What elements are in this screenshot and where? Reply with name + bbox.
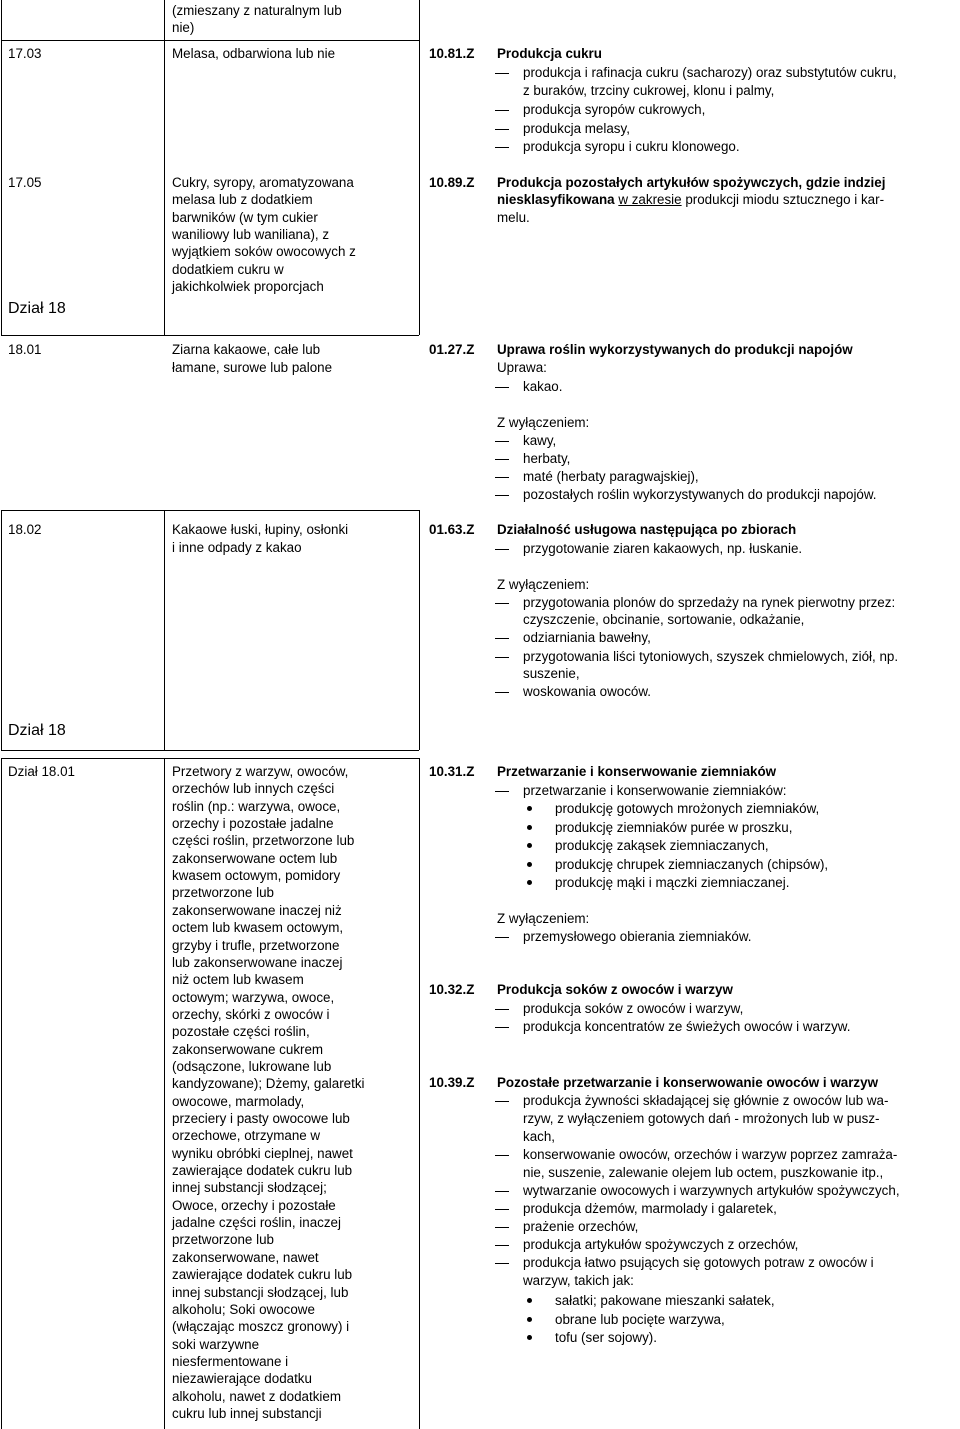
bullet-item: tofu (ser sojowy).	[555, 1330, 657, 1345]
description-line: nie)	[172, 20, 195, 35]
description-line: barwników (w tym cukier	[172, 210, 318, 225]
pkd-title: Produkcja pozostałych artykułów spożywczych, gdzie indziej	[497, 175, 886, 190]
description-line: łamane, surowe lub palone	[172, 360, 333, 375]
list-item: produkcja żywności składającej się głównie z owoców lub wa-	[523, 1093, 889, 1108]
table-row-divider	[1, 40, 419, 41]
description-line: cukru lub innej substancji	[172, 1405, 322, 1421]
pkd-code: 10.32.Z	[429, 982, 475, 997]
description-line: niż octem lub kwasem	[172, 972, 304, 988]
description-line: zawierające dodatek cukru lub	[172, 1267, 353, 1283]
list-item: prażenie orzechów,	[523, 1219, 639, 1234]
list-item: produkcja syropów cukrowych,	[523, 102, 706, 117]
description-line: zakonserwowane inaczej niż	[172, 902, 342, 918]
pkd-scope-underlined: w zakresie	[618, 192, 682, 207]
description-line: zakonserwowane octem lub	[172, 850, 338, 866]
description-line: zakonserwowane, nawet	[172, 1249, 319, 1265]
cn-code: 17.05	[8, 175, 42, 190]
description-line: (zmieszany z naturalnym lub	[172, 3, 342, 18]
cn-code: 17.03	[8, 46, 42, 61]
list-item: produkcja soków z owoców i warzyw,	[523, 1001, 744, 1016]
description-line: dodatkiem cukru w	[172, 262, 284, 277]
description-line: niesfermentowane i	[172, 1353, 289, 1369]
pkd-scope-line2: melu.	[497, 210, 530, 225]
description-line: Ziarna kakaowe, całe lub	[172, 342, 321, 357]
description-line: jakichkolwiek proporcjach	[172, 279, 324, 294]
description-line: innej substancji słodzącej, lub	[172, 1284, 349, 1300]
cn-code: Dział 18.01	[8, 764, 75, 779]
description-line: Przetwory z warzyw, owoców,	[172, 764, 349, 779]
pkd-code: 01.63.Z	[429, 522, 475, 537]
table-border-col1	[164, 510, 165, 750]
section-title: Dział 18	[8, 722, 66, 739]
description-line: zakonserwowane cukrem	[172, 1041, 324, 1057]
table-border-left	[1, 0, 2, 335]
table-row-divider	[1, 510, 419, 511]
table-border-col1	[164, 0, 165, 335]
pkd-title: Działalność usługowa następująca po zbiorach	[497, 522, 797, 537]
bullet-item: obrane lub pocięte warzywa,	[555, 1312, 725, 1327]
list-item: przygotowania plonów do sprzedaży na rynek pierwotny przez:	[523, 595, 896, 610]
pkd-code: 10.39.Z	[429, 1075, 475, 1090]
bullet-item: produkcję zakąsek ziemniaczanych,	[555, 838, 769, 853]
pkd-title: Produkcja cukru	[497, 46, 602, 61]
pkd-title: Przetwarzanie i konserwowanie ziemniaków	[497, 764, 777, 779]
list-item: woskowania owoców.	[523, 684, 652, 699]
list-item-continuation: z buraków, trzciny cukrowej, klonu i palmy,	[523, 83, 775, 98]
description-line: soki warzywne	[172, 1336, 260, 1352]
list-item: przygotowanie ziaren kakaowych, np. łuskanie.	[523, 541, 803, 556]
bullet-item: sałatki; pakowane mieszanki sałatek,	[555, 1293, 775, 1308]
table-border-col2	[419, 758, 420, 1429]
description-line: kwasem octowym, pomidory	[172, 868, 341, 884]
description-line: alkoholu, nawet z dodatkiem	[172, 1388, 341, 1404]
description-line: części roślin, przetworzone lub	[172, 833, 355, 849]
description-line: orzechów lub innych części	[172, 781, 335, 797]
pkd-code: 10.81.Z	[429, 46, 475, 61]
table-row-divider	[1, 758, 419, 759]
pkd-title: Pozostałe przetwarzanie i konserwowanie owoców i warzyw	[497, 1075, 878, 1090]
exclusion-label: Z wyłączeniem:	[497, 577, 590, 592]
description-line: waniliowy lub waniliana), z	[172, 227, 330, 242]
description-line: pozostałe części roślin,	[172, 1024, 310, 1040]
list-item: herbaty,	[523, 451, 571, 466]
pkd-code: 01.27.Z	[429, 342, 475, 357]
exclusion-label: Z wyłączeniem:	[497, 415, 590, 430]
description-line: orzechowe, otrzymane w	[172, 1128, 321, 1144]
bullet-item: produkcję chrupek ziemniaczanych (chipsów),	[555, 857, 829, 872]
description-line: jadalne części roślin, inaczej	[172, 1215, 341, 1231]
pkd-code: 10.89.Z	[429, 175, 475, 190]
table-border-col1	[164, 758, 165, 1429]
table-row-divider	[1, 750, 419, 751]
list-item: wytwarzanie owocowych i warzywnych artykułów spożywczych,	[523, 1183, 900, 1198]
list-item: produkcja artykułów spożywczych z orzechów,	[523, 1237, 799, 1252]
table-border-col2	[419, 510, 420, 750]
description-line: przeciery i pasty owocowe lub	[172, 1111, 350, 1126]
list-item: konserwowanie owoców, orzechów i warzyw poprzez zamraża-	[523, 1147, 898, 1162]
description-line: Kakaowe łuski, łupiny, osłonki	[172, 522, 349, 537]
description-line: zawierające dodatek cukru lub	[172, 1163, 353, 1179]
description-line: orzechy i pozostałe jadalne	[172, 816, 334, 832]
description-line: octem lub kwasem octowym,	[172, 920, 344, 936]
cn-code: 18.01	[8, 342, 42, 357]
list-item-continuation: suszenie,	[523, 666, 580, 681]
description-line: octowym; warzywa, owoce,	[172, 989, 335, 1005]
description-line: (włączając moszcz gronowy) i	[172, 1319, 350, 1335]
pkd-code: 10.31.Z	[429, 764, 475, 779]
list-item-continuation: warzyw, takich jak:	[523, 1273, 634, 1288]
description-line: wyniku obróbki cieplnej, nawet	[172, 1145, 353, 1161]
table-border-left	[1, 510, 2, 750]
list-item: produkcja syropu i cukru klonowego.	[523, 139, 740, 154]
description-line: Owoce, orzechy i pozostałe	[172, 1197, 336, 1213]
list-item: produkcja łatwo psujących się gotowych potraw z owoców i	[523, 1255, 874, 1270]
description-line: wyjątkiem soków owocowych z	[172, 244, 356, 259]
sub-label: Uprawa:	[497, 360, 547, 375]
list-item: produkcja i rafinacja cukru (sacharozy) oraz substytutów cukru,	[523, 65, 897, 80]
list-item-continuation: nie, suszenie, zalewanie olejem lub octem, puszkowanie itp.,	[523, 1165, 884, 1180]
description-line: (odsączone, lukrowane lub	[172, 1058, 332, 1074]
exclusion-label: Z wyłączeniem:	[497, 911, 590, 926]
pkd-title-end: niesklasyfikowana	[497, 192, 615, 207]
description-line: owocowe, marmolady,	[172, 1093, 305, 1109]
list-item: maté (herbaty paragwajskiej),	[523, 469, 699, 484]
list-item: kawy,	[523, 433, 557, 448]
list-item: odziarniania bawełny,	[523, 630, 651, 645]
description-line: i inne odpady z kakao	[172, 540, 302, 555]
description-line: roślin (np.: warzywa, owoce,	[172, 798, 341, 814]
list-item-continuation: czyszczenie, obcinanie, sortowanie, odkażanie,	[523, 612, 805, 627]
pkd-scope-text: produkcji miodu sztucznego i kar-	[681, 192, 885, 207]
bullet-item: produkcję ziemniaków purée w proszku,	[555, 820, 793, 835]
list-item: przetwarzanie i konserwowanie ziemniaków:	[523, 783, 787, 798]
section-label: Dział 18	[8, 300, 66, 317]
description-line: grzyby i trufle, przetworzone	[172, 937, 340, 953]
cn-code: 18.02	[8, 522, 42, 537]
table-border-left	[1, 758, 2, 1429]
list-item: pozostałych roślin wykorzystywanych do produkcji napojów.	[523, 487, 877, 502]
description-line: przetworzone lub	[172, 1232, 274, 1248]
description-line: innej substancji słodzącej;	[172, 1180, 327, 1196]
pkd-title: Produkcja soków z owoców i warzyw	[497, 982, 733, 997]
bullet-item: produkcję gotowych mrożonych ziemniaków,	[555, 801, 820, 816]
product-description: Melasa, odbarwiona lub nie	[172, 46, 336, 61]
description-line: kandyzowane); Dżemy, galaretki	[172, 1076, 365, 1092]
list-item-continuation: rzyw, z wyłączeniem gotowych dań - mrożonych lub w pusz-	[523, 1111, 880, 1126]
list-item: produkcja dżemów, marmolady i galaretek,	[523, 1201, 777, 1216]
description-line: melasa lub z dodatkiem	[172, 192, 313, 207]
description-line: niezawierające dodatku	[172, 1371, 312, 1387]
table-border-col2	[419, 0, 420, 335]
pkd-title-line2	[497, 191, 884, 209]
description-line: alkoholu; Soki owocowe	[172, 1301, 315, 1317]
description-line: orzechy, skórki z owoców i	[172, 1006, 330, 1022]
pkd-title: Uprawa roślin wykorzystywanych do produkcji napojów	[497, 342, 853, 357]
table-row-divider	[1, 335, 419, 336]
list-item: kakao.	[523, 379, 563, 394]
description-line: lub zakonserwowane inaczej	[172, 954, 343, 970]
description-line: przetworzone lub	[172, 885, 274, 901]
list-item-continuation: kach,	[523, 1129, 556, 1144]
list-item: przemysłowego obierania ziemniaków.	[523, 929, 752, 944]
list-item: produkcja melasy,	[523, 121, 630, 136]
list-item: przygotowania liści tytoniowych, szyszek chmielowych, ziół, np.	[523, 649, 899, 664]
list-item: produkcja koncentratów ze świeżych owoców i warzyw.	[523, 1019, 851, 1034]
bullet-item: produkcję mąki i mączki ziemniaczanej.	[555, 875, 790, 890]
description-line: Cukry, syropy, aromatyzowana	[172, 175, 354, 190]
